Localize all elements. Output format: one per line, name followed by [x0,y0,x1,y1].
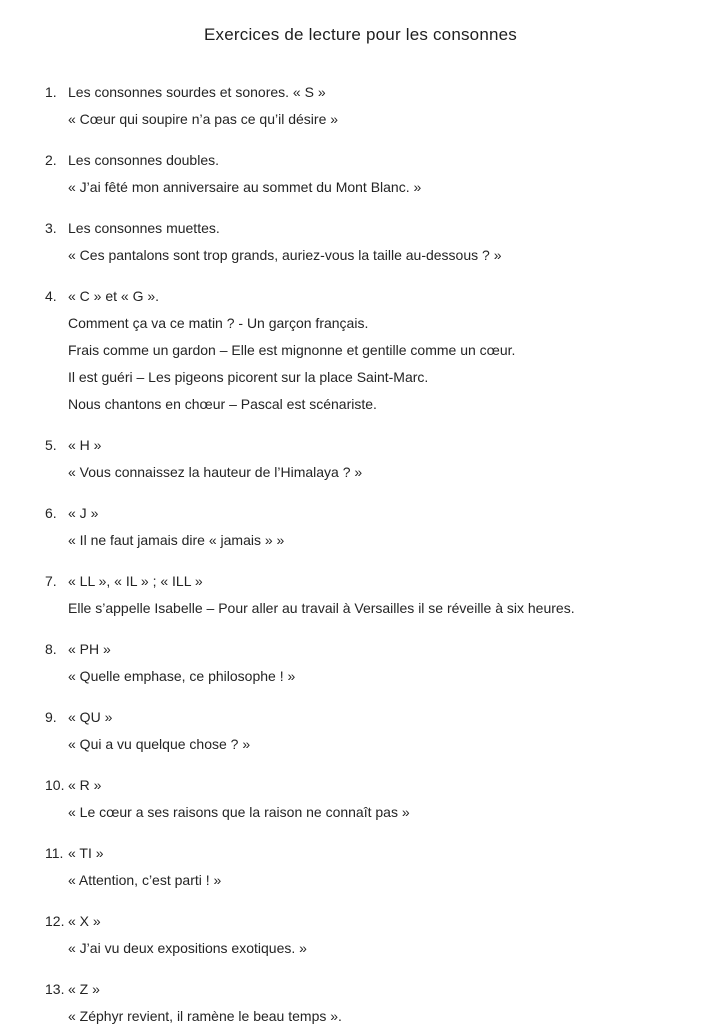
item-content [68,79,721,133]
item-line: « J’ai vu deux expositions exotiques. » [68,940,307,956]
list-item [0,215,721,269]
item-number: 4. [45,288,57,304]
item-header: « QU » [68,709,113,725]
item-content [68,432,721,486]
item-header: Les consonnes sourdes et sonores. « S » [68,84,326,100]
item-line: « Zéphyr revient, il ramène le beau temps ». [68,1008,342,1024]
item-number: 8. [45,641,57,657]
item-line: « Cœur qui soupire n’a pas ce qu’il désire » [68,111,339,127]
item-number: 5. [45,437,57,453]
item-line: Il est guéri – Les pigeons picorent sur la place Saint-Marc. [68,369,429,385]
item-line: Comment ça va ce matin ? - Un garçon français. [68,315,369,331]
item-content [68,772,721,826]
item-content [68,840,721,894]
list-item [0,568,721,622]
item-line: « Attention, c’est parti ! » [68,872,222,888]
item-line: « Quelle emphase, ce philosophe ! » [68,668,296,684]
item-content [68,147,721,201]
page-title: Exercices de lecture pour les consonnes [203,25,518,44]
item-header: « J » [68,505,99,521]
list-item [0,772,721,826]
list-item [0,704,721,758]
item-number: 1. [45,84,57,100]
item-header: Les consonnes muettes. [68,220,220,236]
item-line: « Il ne faut jamais dire « jamais » » [68,532,285,548]
item-header: « H » [68,437,102,453]
exercise-list [0,79,721,1030]
item-line: Frais comme un gardon – Elle est mignonne et gentille comme un cœur. [68,342,516,358]
item-content [68,704,721,758]
item-number: 2. [45,152,57,168]
item-number: 13. [45,981,65,997]
item-header: Les consonnes doubles. [68,152,219,168]
item-content [68,636,721,690]
item-line: Elle s’appelle Isabelle – Pour aller au travail à Versailles il se réveille à six heures. [68,600,575,616]
item-header: « TI » [68,845,104,861]
item-content [68,215,721,269]
item-line: « Vous connaissez la hauteur de l’Himalaya ? » [68,464,363,480]
list-item [0,432,721,486]
item-header: « Z » [68,981,100,997]
item-content [68,283,721,418]
item-line: « Ces pantalons sont trop grands, auriez-vous la taille au-dessous ? » [68,247,502,263]
item-header: « PH » [68,641,111,657]
item-line: « Le cœur a ses raisons que la raison ne connaît pas » [68,804,410,820]
item-number: 11. [45,845,64,861]
item-content [68,976,721,1030]
item-content [68,908,721,962]
item-header: « X » [68,913,101,929]
list-item [0,636,721,690]
item-header: « R » [68,777,102,793]
list-item [0,976,721,1030]
list-item [0,908,721,962]
item-number: 10. [45,777,65,793]
item-content [68,500,721,554]
item-line: Nous chantons en chœur – Pascal est scénariste. [68,396,377,412]
list-item [0,283,721,418]
item-header: « LL », « IL » ; « ILL » [68,573,203,589]
item-content [68,568,721,622]
item-number: 12. [45,913,65,929]
item-number: 6. [45,505,57,521]
item-number: 9. [45,709,57,725]
item-number: 7. [45,573,57,589]
list-item [0,500,721,554]
list-item [0,79,721,133]
item-line: « J’ai fêté mon anniversaire au sommet du Mont Blanc. » [68,179,422,195]
list-item [0,840,721,894]
list-item [0,147,721,201]
item-line: « Qui a vu quelque chose ? » [68,736,251,752]
item-header: « C » et « G ». [68,288,160,304]
item-number: 3. [45,220,57,236]
